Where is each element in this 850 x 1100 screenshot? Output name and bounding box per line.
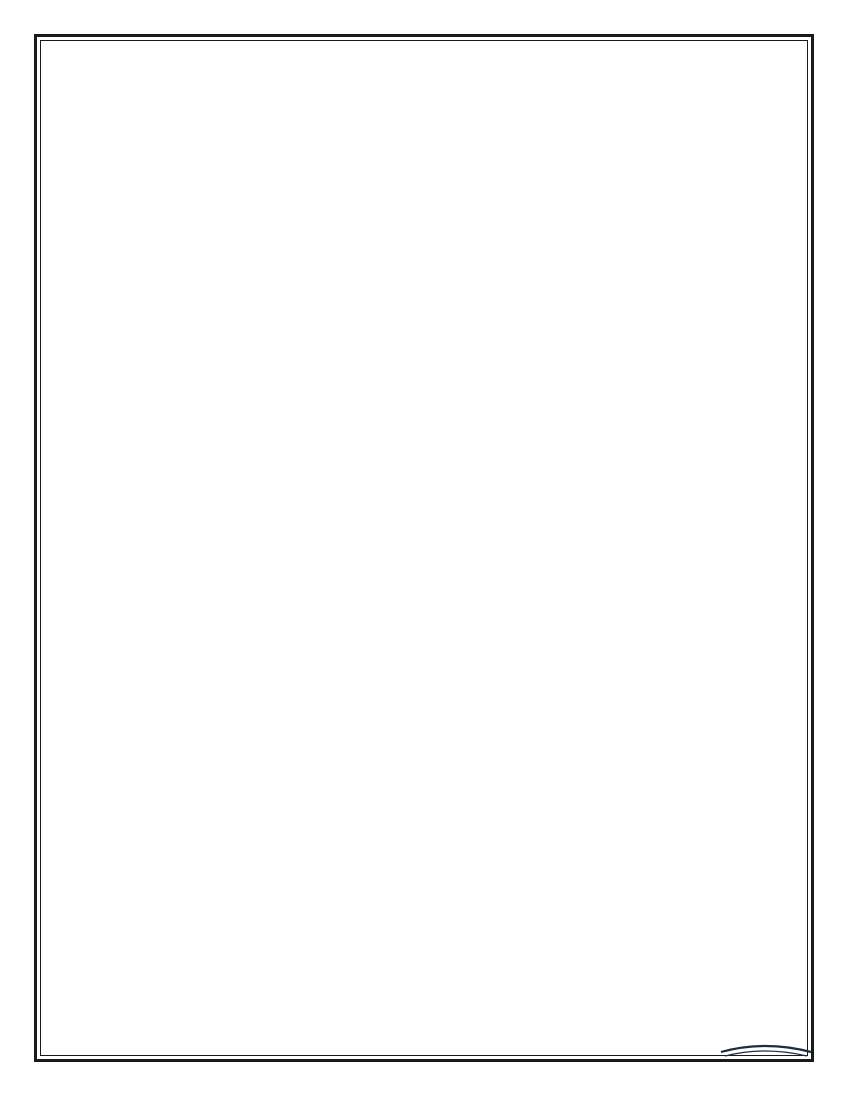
campo-32-line xyxy=(100,311,750,330)
logo-swoosh-icon xyxy=(707,1024,823,1060)
campo-31-line xyxy=(100,254,750,273)
campo-29-line xyxy=(100,158,750,177)
campo-30-line xyxy=(100,235,750,254)
uslegal-logo xyxy=(707,1024,823,1060)
campo-28-line xyxy=(100,139,750,158)
document-body xyxy=(100,101,750,349)
